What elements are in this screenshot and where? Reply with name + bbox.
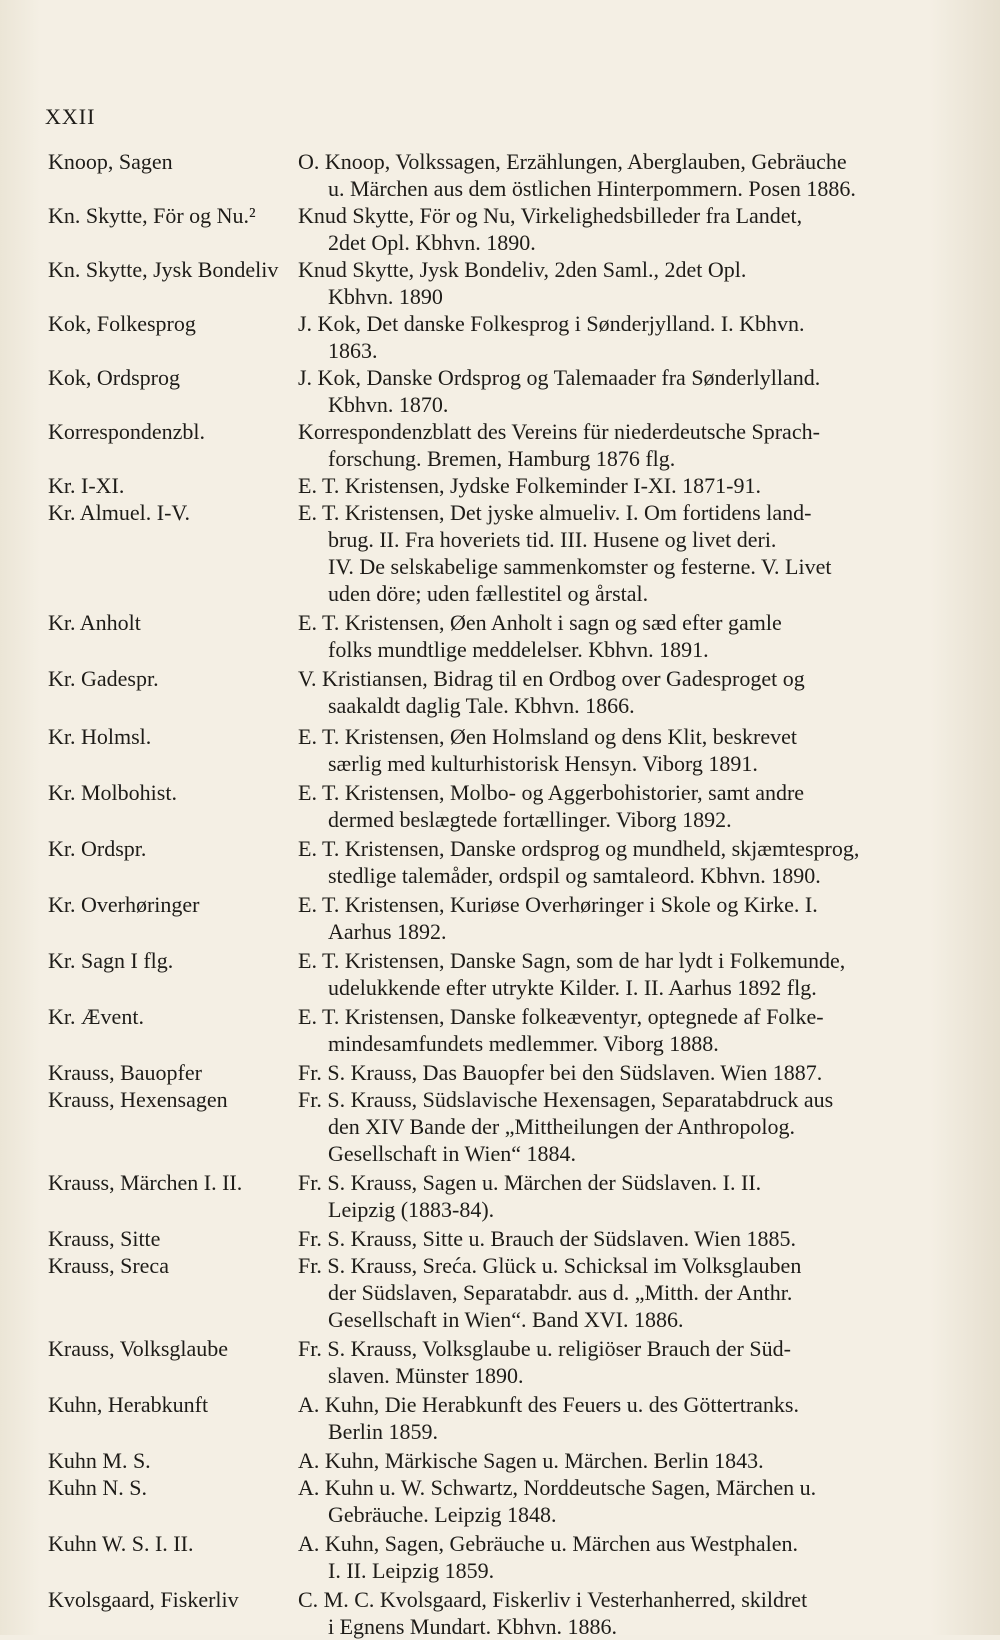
reference-line: J. Kok, Det danske Folkesprog i Sønderjylland. I. Kbhvn. [298,311,805,336]
reference-line: u. Märchen aus dem östlichen Hinterpommern. Posen 1886. [328,176,856,201]
entry-reference [298,1252,938,1333]
reference-line: O. Knoop, Volkssagen, Erzählungen, Aberglauben, Gebräuche [298,149,847,174]
reference-line: Fr. S. Krauss, Südslavische Hexensagen, Separatabdruck aus [298,1087,834,1112]
entry-abbreviation: Krauss, Märchen I. II. [48,1170,243,1195]
reference-line: saakaldt daglig Tale. Kbhvn. 1866. [328,693,635,718]
entry-abbreviation: Kr. Almuel. I-V. [48,500,190,525]
reference-line: J. Kok, Danske Ordsprog og Talemaader fra Sønderlylland. [298,365,821,390]
reference-line: folks mundtlige meddelelser. Kbhvn. 1891. [328,637,709,662]
entry-abbreviation: Kr. Sagn I flg. [48,948,174,973]
reference-line: E. T. Kristensen, Danske folkeæventyr, optegnede af Folke- [298,1004,824,1029]
reference-line: E. T. Kristensen, Øen Anholt i sagn og sæd efter gamle [298,610,782,635]
reference-line: Berlin 1859. [328,1419,438,1444]
entry-reference [298,665,938,719]
page-number: XXII [45,104,96,129]
entry-abbreviation: Kr. Holmsl. [48,724,152,749]
reference-line: Kbhvn. 1890 [328,284,443,309]
entry-reference [298,1335,938,1389]
reference-line: udelukkende efter utrykte Kilder. I. II. Aarhus 1892 flg. [328,975,817,1000]
entry-abbreviation: Kn. Skytte, För og Nu.² [48,203,256,228]
reference-line: V. Kristiansen, Bidrag til en Ordbog over Gadesproget og [298,666,805,691]
reference-line: der Südslaven, Separatabdr. aus d. „Mitth. der Anthr. [328,1280,793,1305]
entry-abbreviation: Kr. Ævent. [48,1004,144,1029]
reference-line: Fr. S. Krauss, Volksglaube u. religiöser Brauch der Süd- [298,1336,791,1361]
entry-abbreviation: Korrespondenzbl. [48,419,206,444]
reference-line: uden döre; uden fællestitel og årstal. [328,581,649,606]
entry-reference [298,947,938,1001]
reference-line: 1863. [328,338,378,363]
entry-abbreviation: Krauss, Hexensagen [48,1087,228,1112]
entry-reference [298,779,938,833]
entry-reference [298,723,938,777]
reference-line: Knud Skytte, För og Nu, Virkelighedsbilleder fra Landet, [298,203,803,228]
reference-line: forschung. Bremen, Hamburg 1876 flg. [328,446,676,471]
entry-reference [298,364,938,418]
entry-reference [298,1447,938,1474]
entry-reference [298,1225,938,1252]
reference-line: Fr. S. Krauss, Das Bauopfer bei den Südslaven. Wien 1887. [298,1060,823,1085]
entry-abbreviation: Krauss, Sreca [48,1253,169,1278]
entry-abbreviation: Krauss, Bauopfer [48,1060,202,1085]
entry-reference [298,1391,938,1445]
reference-line: Fr. S. Krauss, Sagen u. Märchen der Südslaven. I. II. [298,1170,762,1195]
reference-line: A. Kuhn, Sagen, Gebräuche u. Märchen aus Westphalen. [298,1531,799,1556]
entry-reference [298,256,938,310]
entry-reference [298,1169,938,1223]
entry-abbreviation: Kok, Folkesprog [48,311,196,336]
entry-abbreviation: Kuhn, Herabkunft [48,1392,209,1417]
entry-abbreviation: Kvolsgaard, Fiskerliv [48,1587,239,1612]
entry-abbreviation: Kr. I-XI. [48,473,125,498]
reference-line: E. T. Kristensen, Danske Sagn, som de har lydt i Folkemunde, [298,948,846,973]
entry-reference [298,310,938,364]
reference-line: A. Kuhn, Märkische Sagen u. Märchen. Berlin 1843. [298,1448,764,1473]
reference-line: mindesamfundets medlemmer. Viborg 1888. [328,1031,719,1056]
entry-abbreviation: Krauss, Volksglaube [48,1336,229,1361]
entry-reference [298,1086,938,1167]
reference-line: brug. II. Fra hoveriets tid. III. Husene og livet deri. [328,527,777,552]
reference-line: Gebräuche. Leipzig 1848. [328,1502,557,1527]
entry-abbreviation: Krauss, Sitte [48,1226,161,1251]
entry-reference [298,472,938,499]
reference-line: C. M. C. Kvolsgaard, Fiskerliv i Vesterhanherred, skildret [298,1587,808,1612]
reference-line: dermed beslægtede fortællinger. Viborg 1892. [328,807,732,832]
entry-reference [298,835,938,889]
reference-line: Kbhvn. 1870. [328,392,449,417]
entry-abbreviation: Kr. Overhøringer [48,892,200,917]
entry-abbreviation: Kr. Ordspr. [48,836,147,861]
entry-reference [298,148,938,202]
reference-line: I. II. Leipzig 1859. [328,1558,495,1583]
reference-line: den XIV Bande der „Mittheilungen der Anthropolog. [328,1114,795,1139]
entry-reference [298,891,938,945]
entry-reference [298,1586,938,1640]
entry-reference [298,1474,938,1528]
reference-line: Fr. S. Krauss, Sreća. Glück u. Schicksal im Volksglauben [298,1253,802,1278]
reference-line: IV. De selskabelige sammenkomster og festerne. V. Livet [328,554,832,579]
reference-line: E. T. Kristensen, Kuriøse Overhøringer i Skole og Kirke. I. [298,892,818,917]
reference-line: 2det Opl. Kbhvn. 1890. [328,230,536,255]
reference-line: A. Kuhn, Die Herabkunft des Feuers u. des Göttertranks. [298,1392,799,1417]
entry-abbreviation: Kr. Anholt [48,610,141,635]
reference-line: A. Kuhn u. W. Schwartz, Norddeutsche Sagen, Märchen u. [298,1475,817,1500]
reference-line: E. T. Kristensen, Øen Holmsland og dens Klit, beskrevet [298,724,797,749]
entry-abbreviation: Kr. Molbohist. [48,780,177,805]
reference-line: Gesellschaft in Wien“. Band XVI. 1886. [328,1307,684,1332]
reference-line: E. T. Kristensen, Det jyske almueliv. I. Om fortidens land- [298,500,812,525]
reference-line: Fr. S. Krauss, Sitte u. Brauch der Südslaven. Wien 1885. [298,1226,796,1251]
entry-abbreviation: Kr. Gadespr. [48,666,159,691]
reference-line: E. T. Kristensen, Molbo- og Aggerbohistorier, samt andre [298,780,805,805]
reference-line: Knud Skytte, Jysk Bondeliv, 2den Saml., 2det Opl. [298,257,747,282]
entry-reference [298,1059,938,1086]
entry-abbreviation: Kok, Ordsprog [48,365,180,390]
entry-reference [298,1530,938,1584]
entry-abbreviation: Kuhn N. S. [48,1475,148,1500]
entry-reference [298,609,938,663]
reference-line: i Egnens Mundart. Kbhvn. 1886. [328,1614,618,1639]
entry-reference [298,1003,938,1057]
reference-line: E. T. Kristensen, Danske ordsprog og mundheld, skjæmtesprog, [298,836,860,861]
entry-abbreviation: Kuhn W. S. I. II. [48,1531,194,1556]
reference-line: slaven. Münster 1890. [328,1363,524,1388]
reference-line: Korrespondenzblatt des Vereins für niederdeutsche Sprach- [298,419,820,444]
reference-line: Gesellschaft in Wien“ 1884. [328,1141,576,1166]
reference-line: særlig med kulturhistorisk Hensyn. Viborg 1891. [328,751,758,776]
reference-line: Aarhus 1892. [328,919,447,944]
entry-reference [298,202,938,256]
entry-abbreviation: Knoop, Sagen [48,149,173,174]
reference-line: Leipzig (1883-84). [328,1197,495,1222]
entry-abbreviation: Kuhn M. S. [48,1448,151,1473]
reference-line: E. T. Kristensen, Jydske Folkeminder I-XI. 1871-91. [298,473,761,498]
entry-reference [298,418,938,472]
entry-reference [298,499,938,607]
reference-line: stedlige talemåder, ordspil og samtaleord. Kbhvn. 1890. [328,863,821,888]
entry-abbreviation: Kn. Skytte, Jysk Bondeliv [48,257,279,282]
